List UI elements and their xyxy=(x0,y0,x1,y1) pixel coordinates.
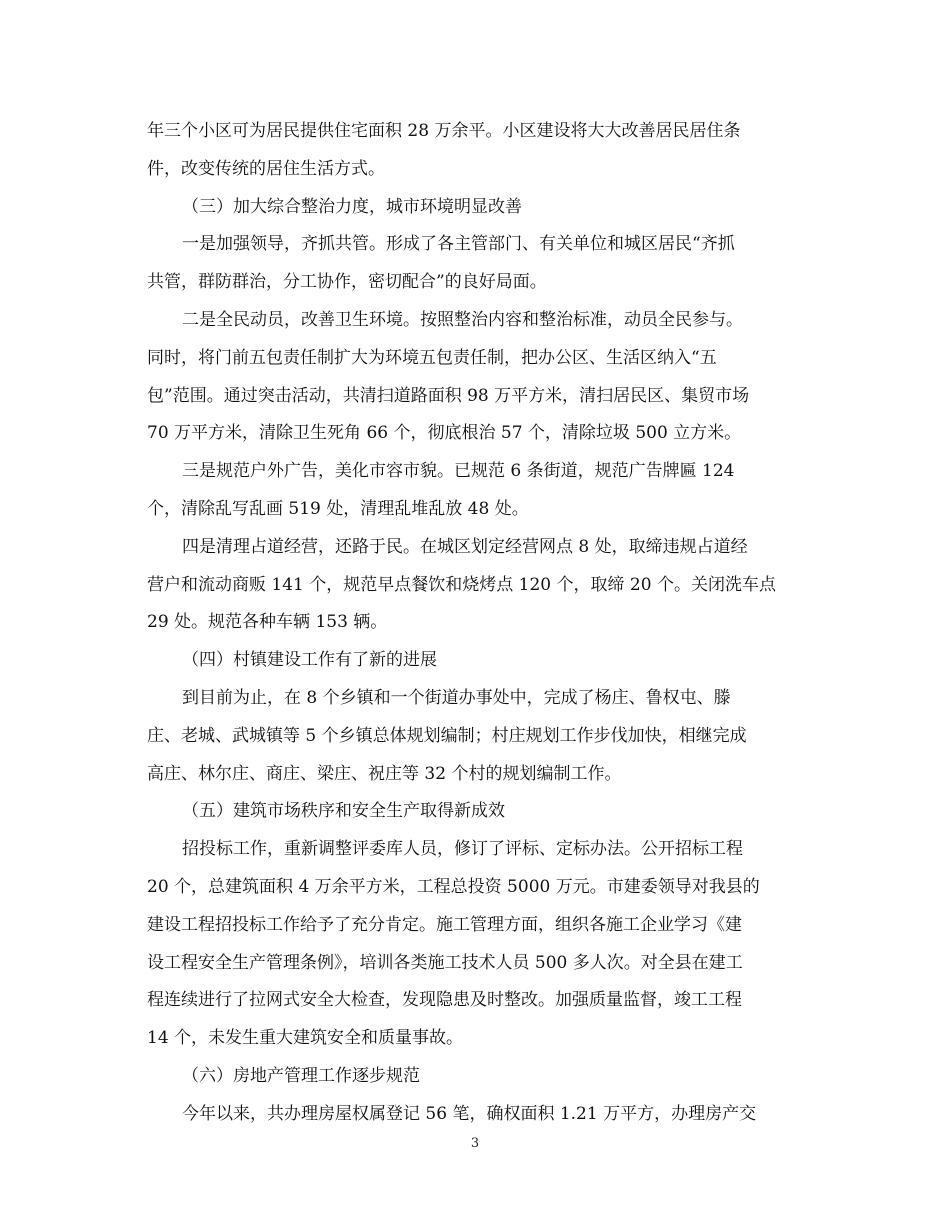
text-line: 设工程安全生产管理条例》，培训各类施工技术人员 500 多人次。对全县在建工 xyxy=(147,952,743,973)
text-line: （五）建筑市场秩序和安全生产取得新成效 xyxy=(182,801,505,822)
text-line: 年三个小区可为居民提供住宅面积 28 万余平。小区建设将大大改善居民居住条 xyxy=(147,121,741,141)
text-line: 件，改变传统的居住生活方式。 xyxy=(147,158,385,179)
text-line: 二是全民动员，改善卫生环境。按照整治内容和整治标准，动员全民参与。 xyxy=(182,309,743,330)
text-line: 高庄、林尔庄、商庄、梁庄、祝庄等 32 个村的规划编制工作。 xyxy=(147,763,622,784)
text-line: 营户和流动商贩 141 个，规范早点餐饮和烧烤点 120 个，取缔 20 个。关闭洗车点 xyxy=(147,574,776,595)
text-line: 建设工程招投标工作给予了充分肯定。施工管理方面，组织各施工企业学习《建 xyxy=(147,914,742,935)
text-line: 招投标工作，重新调整评委库人员，修订了评标、定标办法。公开招标工程 xyxy=(182,839,743,860)
text-line: （六）房地产管理工作逐步规范 xyxy=(182,1065,420,1086)
text-line: 20 个，总建筑面积 4 万余平方米，工程总投资 5000 万元。市建委领导对我县的 xyxy=(147,876,760,897)
text-line: 70 万平方米，清除卫生死角 66 个，彻底根治 57 个，清除垃圾 500 立方米。 xyxy=(147,423,742,444)
text-line: 同时，将门前五包责任制扩大为环境五包责任制，把办公区、生活区纳入“五 xyxy=(147,347,717,368)
text-line: 共管，群防群治，分工协作，密切配合”的良好局面。 xyxy=(147,272,547,293)
document-body xyxy=(147,113,807,1134)
text-line: 29 处。规范各种车辆 153 辆。 xyxy=(147,612,388,633)
text-line: 今年以来，共办理房屋权属登记 56 笔，确权面积 1.21 万平方，办理房产交 xyxy=(182,1103,757,1124)
text-line: 四是清理占道经营，还路于民。在城区划定经营网点 8 处，取缔违规占道经 xyxy=(182,536,748,557)
text-line: 包”范围。通过突击活动，共清扫道路面积 98 万平方米，清扫居民区、集贸市场 xyxy=(147,385,750,406)
text-line: 个，清除乱写乱画 519 处，清理乱堆乱放 48 处。 xyxy=(147,498,529,519)
text-line: 一是加强领导，齐抓共管。形成了各主管部门、有关单位和城区居民“齐抓 xyxy=(182,234,735,255)
text-line: （四）村镇建设工作有了新的进展 xyxy=(182,650,437,671)
text-line: 三是规范户外广告，美化市容市貌。已规范 6 条街道，规范广告牌匾 124 xyxy=(182,461,735,482)
text-line: 程连续进行了拉网式安全大检查，发现隐患及时整改。加强质量监督，竣工工程 xyxy=(147,990,742,1011)
text-line: 庄、老城、武城镇等 5 个乡镇总体规划编制；村庄规划工作步伐加快，相继完成 xyxy=(147,725,747,746)
page-number: 3 xyxy=(470,1136,480,1151)
text-line: 到目前为止，在 8 个乡镇和一个街道办事处中，完成了杨庄、鲁权屯、滕 xyxy=(182,687,731,708)
text-line: 14 个，未发生重大建筑安全和质量事故。 xyxy=(147,1028,464,1049)
text-line: （三）加大综合整治力度，城市环境明显改善 xyxy=(182,196,522,217)
